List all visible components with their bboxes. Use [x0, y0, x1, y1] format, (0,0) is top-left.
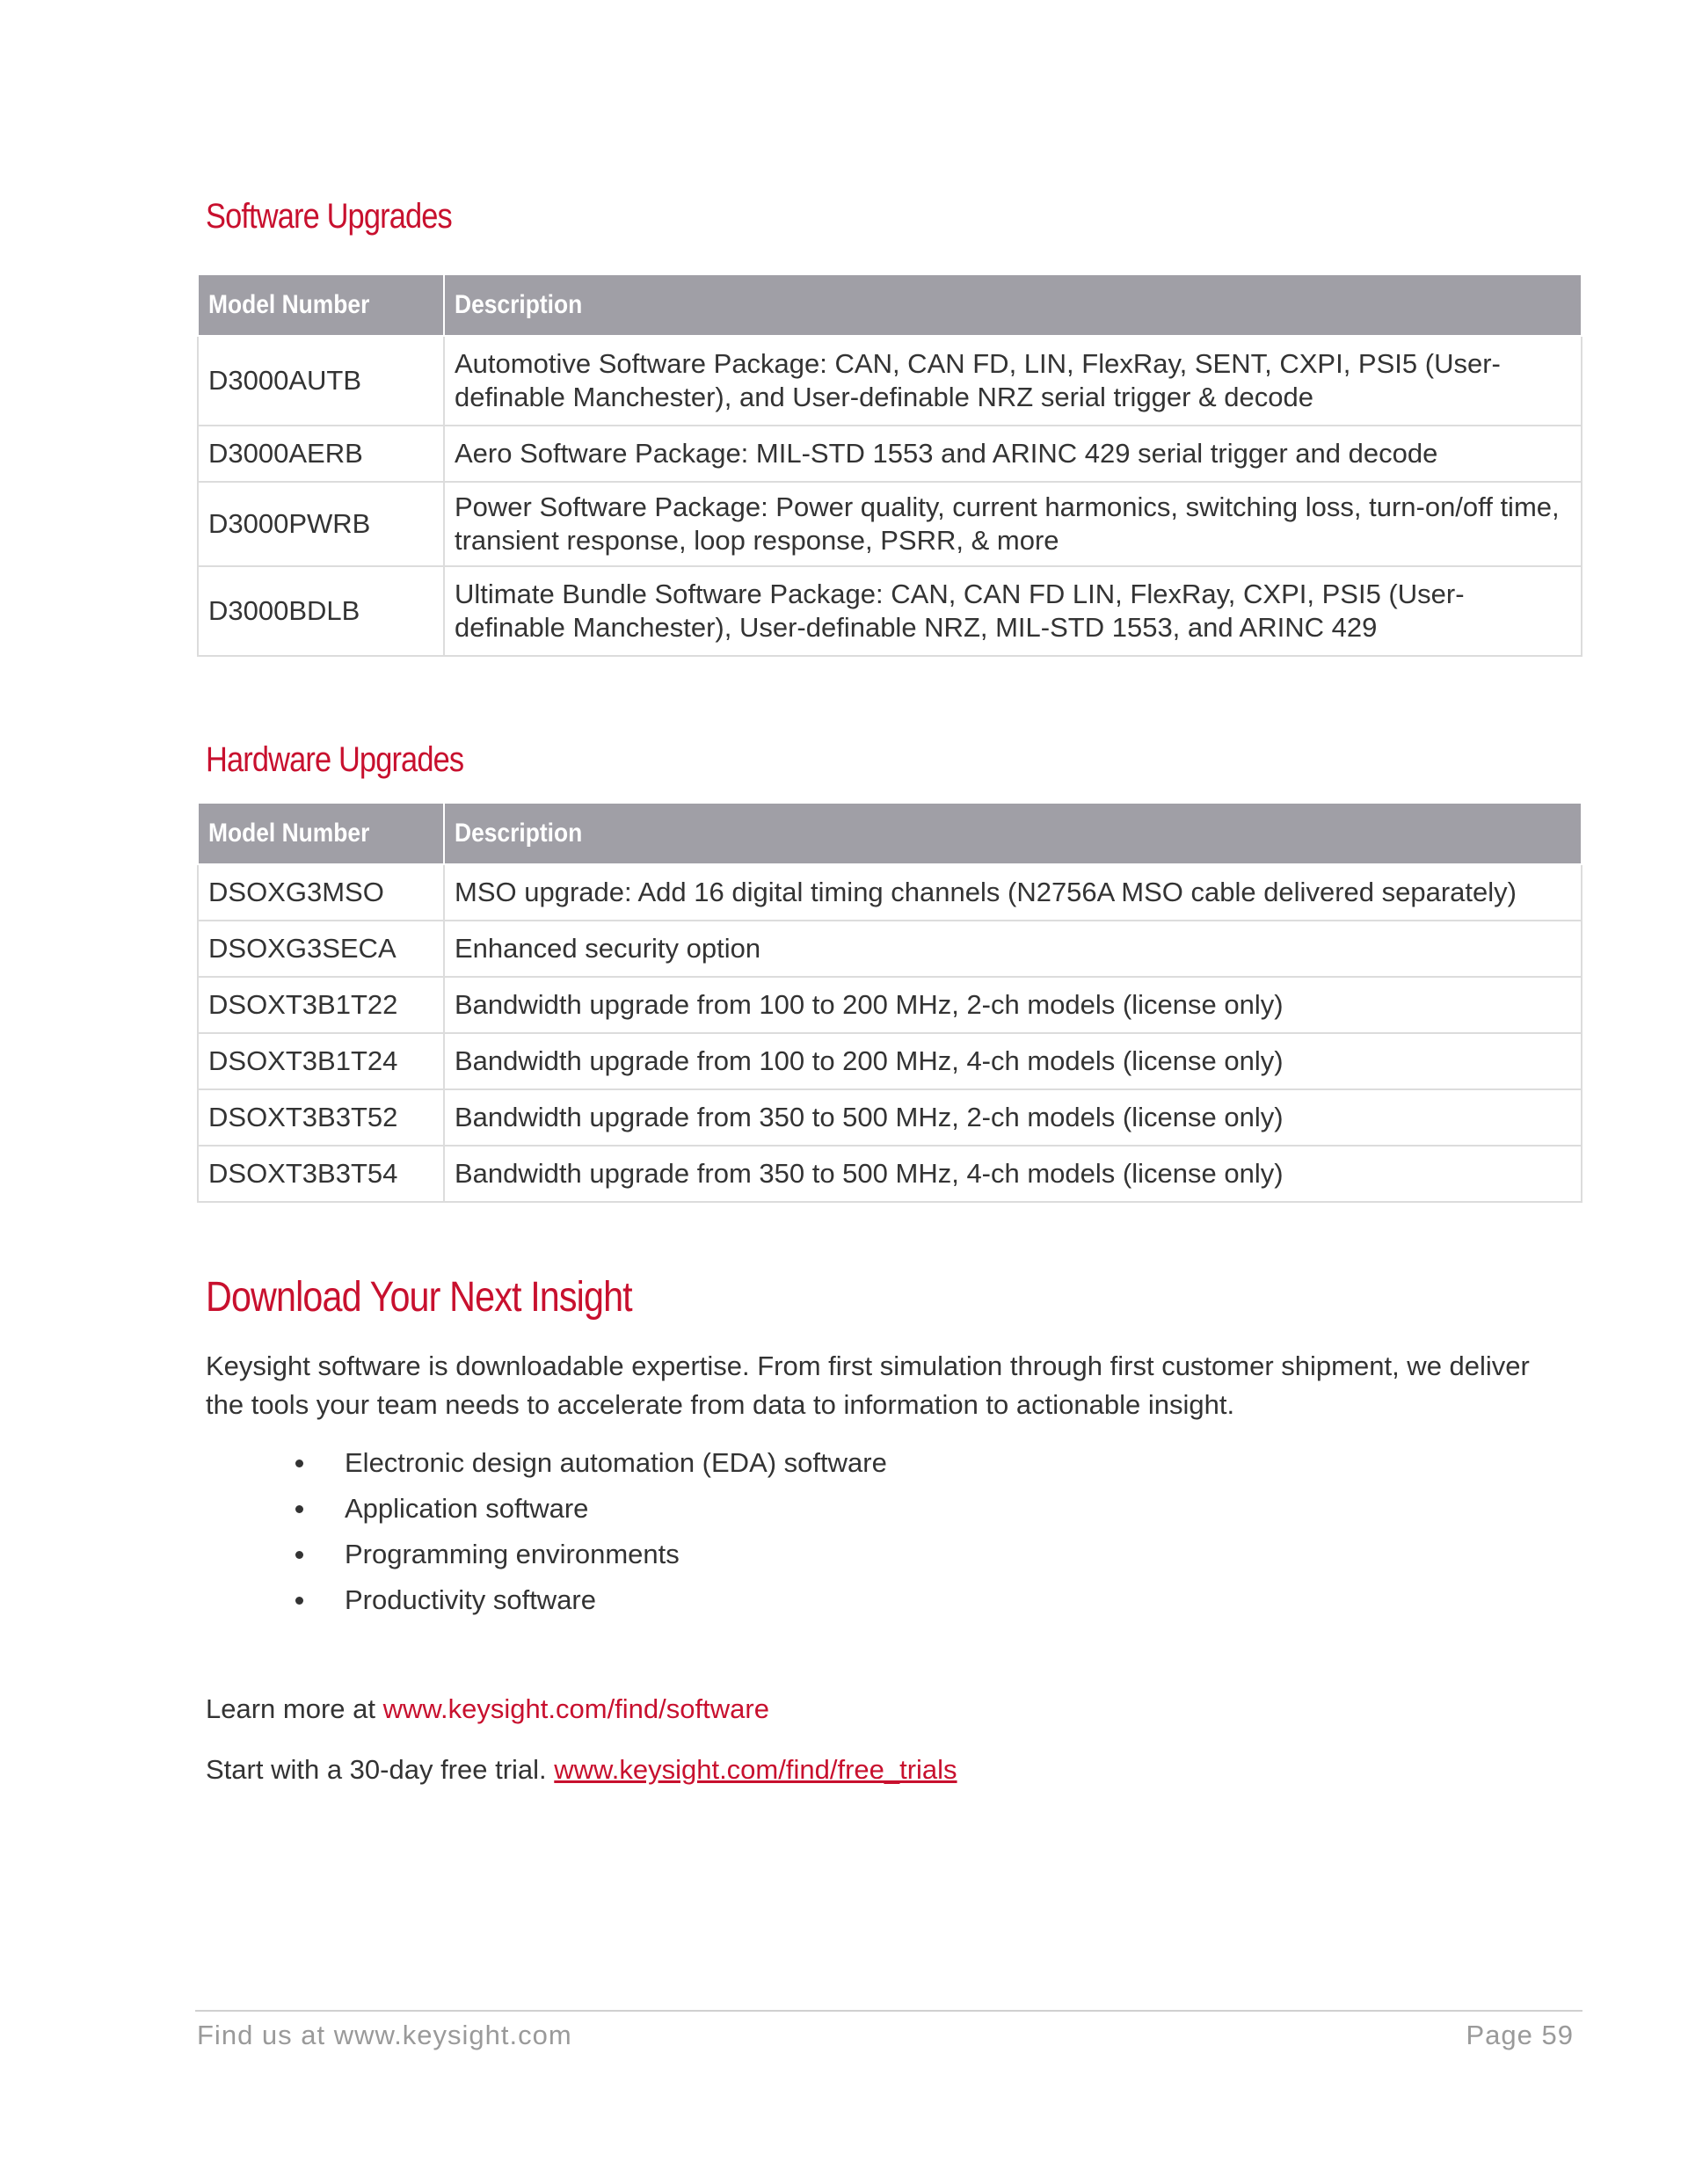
bullet-icon [295, 1551, 303, 1559]
bullet-icon [295, 1505, 303, 1513]
table-row [198, 977, 1582, 1033]
list-item-text: Productivity software [345, 1584, 596, 1615]
download-insight-title: Download Your Next Insight [206, 1274, 632, 1321]
list-item [206, 1532, 887, 1577]
description-cell: Power Software Package: Power quality, current harmonics, switching loss, turn-on/off time, transient response, loop response, PSRR, & more [444, 482, 1582, 566]
bullet-icon [295, 1597, 303, 1605]
description-cell: Ultimate Bundle Software Package: CAN, CAN FD LIN, FlexRay, CXPI, PSI5 (User-definable Manchester), User-definable NRZ, MIL-STD 1553, and ARINC 429 [444, 566, 1582, 656]
free-trial-line [206, 1751, 1542, 1789]
description-cell: Bandwidth upgrade from 100 to 200 MHz, 4-ch models (license only) [444, 1033, 1582, 1089]
software-type-list [206, 1440, 887, 1623]
model-number-cell: D3000AERB [198, 426, 444, 482]
page-number: Page 59 [1466, 2020, 1574, 2050]
learn-more-prefix: Learn more at [206, 1693, 383, 1724]
software-upgrades-table [197, 275, 1582, 657]
model-number-cell: DSOXT3B1T22 [198, 977, 444, 1033]
table-row [198, 921, 1582, 977]
table-row [198, 566, 1582, 656]
description-cell: Aero Software Package: MIL-STD 1553 and ARINC 429 serial trigger and decode [444, 426, 1582, 482]
table-row [198, 1089, 1582, 1146]
footer-divider [195, 2010, 1582, 2012]
list-item [206, 1577, 887, 1623]
table-row [198, 1033, 1582, 1089]
model-number-cell: DSOXT3B3T52 [198, 1089, 444, 1146]
description-cell: Bandwidth upgrade from 100 to 200 MHz, 2-ch models (license only) [444, 977, 1582, 1033]
list-item-text: Programming environments [345, 1539, 680, 1569]
model-number-header: Model Number [198, 275, 444, 336]
table-row [198, 482, 1582, 566]
free-trial-prefix: Start with a 30-day free trial. [206, 1754, 555, 1785]
list-item [206, 1486, 887, 1532]
table-row [198, 336, 1582, 426]
list-item [206, 1440, 887, 1486]
table-row [198, 1146, 1582, 1202]
model-number-cell: DSOXG3MSO [198, 864, 444, 921]
table-header-row [198, 275, 1582, 336]
description-cell: Automotive Software Package: CAN, CAN FD, LIN, FlexRay, SENT, CXPI, PSI5 (User-definable Manchester), and User-definable NRZ serial trigger & decode [444, 336, 1582, 426]
model-number-cell: D3000AUTB [198, 336, 444, 426]
model-number-header: Model Number [198, 804, 444, 864]
model-number-cell: D3000BDLB [198, 566, 444, 656]
download-paragraph: Keysight software is downloadable expertise. From first simulation through first customer shipment, we deliver the tools your team needs to accelerate from data to information to actionable insight. [206, 1350, 1530, 1420]
model-number-cell: DSOXT3B1T24 [198, 1033, 444, 1089]
description-cell: Enhanced security option [444, 921, 1582, 977]
hardware-upgrades-title: Hardware Upgrades [206, 740, 464, 779]
table-row [198, 864, 1582, 921]
description-header: Description [444, 804, 1582, 864]
model-number-cell: D3000PWRB [198, 482, 444, 566]
learn-more-line [206, 1690, 1542, 1729]
table-header-row [198, 804, 1582, 864]
software-link[interactable]: www.keysight.com/find/software [382, 1693, 769, 1724]
bullet-icon [295, 1460, 303, 1467]
software-upgrades-title: Software Upgrades [206, 197, 452, 236]
description-header: Description [444, 275, 1582, 336]
footer-website-text: Find us at www.keysight.com [197, 2020, 572, 2050]
hardware-upgrades-table [197, 804, 1582, 1203]
list-item-text: Application software [345, 1493, 589, 1524]
model-number-cell: DSOXG3SECA [198, 921, 444, 977]
description-cell: MSO upgrade: Add 16 digital timing channels (N2756A MSO cable delivered separately) [444, 864, 1582, 921]
list-item-text: Electronic design automation (EDA) software [345, 1447, 887, 1478]
description-cell: Bandwidth upgrade from 350 to 500 MHz, 2-ch models (license only) [444, 1089, 1582, 1146]
model-number-cell: DSOXT3B3T54 [198, 1146, 444, 1202]
description-cell: Bandwidth upgrade from 350 to 500 MHz, 4-ch models (license only) [444, 1146, 1582, 1202]
free-trials-link[interactable]: www.keysight.com/find/free_trials [554, 1754, 957, 1785]
table-row [198, 426, 1582, 482]
